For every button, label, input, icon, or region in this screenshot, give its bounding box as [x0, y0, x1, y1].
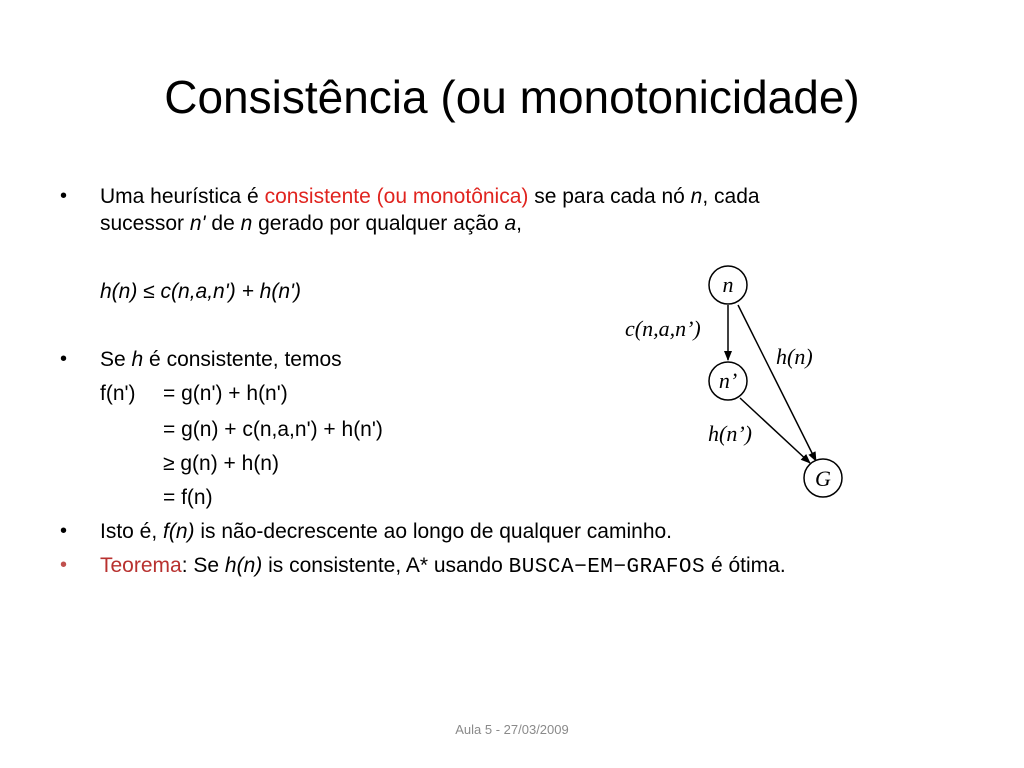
derivation-f-label: f(n') — [100, 382, 136, 405]
graph-search-name: BUSCA−EM−GRAFOS — [508, 556, 706, 579]
bullet-marker: • — [60, 520, 68, 542]
slide-footer: Aula 5 - 27/03/2009 — [455, 722, 569, 737]
bullet-line-1: Uma heurística é consistente (ou monotônica) se para cada nó n, cada — [100, 185, 760, 208]
derivation-step-2: = g(n) + c(n,a,n') + h(n') — [163, 418, 383, 441]
node-n-prime-label: n’ — [718, 368, 738, 393]
bullet-text: Teorema: Se h(n) is consistente, A* usando BUSCA−EM−GRAFOS é ótima. — [100, 554, 786, 579]
edge-cost-label: c(n,a,n’) — [625, 316, 701, 341]
bullet-line-2: sucessor n' de n gerado por qualquer ação a, — [100, 212, 523, 235]
consistency-formula: h(n) ≤ c(n,a,n') + h(n') — [100, 280, 302, 303]
derivation-step-3: ≥ g(n) + h(n) — [163, 452, 279, 475]
node-g-label: G — [815, 466, 831, 491]
derivation-step-4: = f(n) — [163, 486, 213, 509]
bullet-marker: • — [60, 554, 68, 576]
bullet-text: Isto é, f(n) is não-decrescente ao longo de qualquer caminho. — [100, 520, 673, 543]
consistent-term: consistente (ou monotônica) — [264, 185, 529, 208]
bullet-marker: • — [60, 185, 68, 207]
bullet-text: Se h é consistente, temos — [100, 348, 342, 371]
theorem-label: Teorema — [100, 554, 182, 577]
slide-title: Consistência (ou monotonicidade) — [164, 71, 860, 123]
derivation-step-1: = g(n') + h(n') — [163, 382, 288, 405]
node-n-label: n — [722, 272, 734, 297]
edge-h-n-label: h(n) — [776, 344, 813, 369]
bullet-marker: • — [60, 348, 68, 370]
edge-h-n-prime-label: h(n’) — [708, 421, 752, 446]
